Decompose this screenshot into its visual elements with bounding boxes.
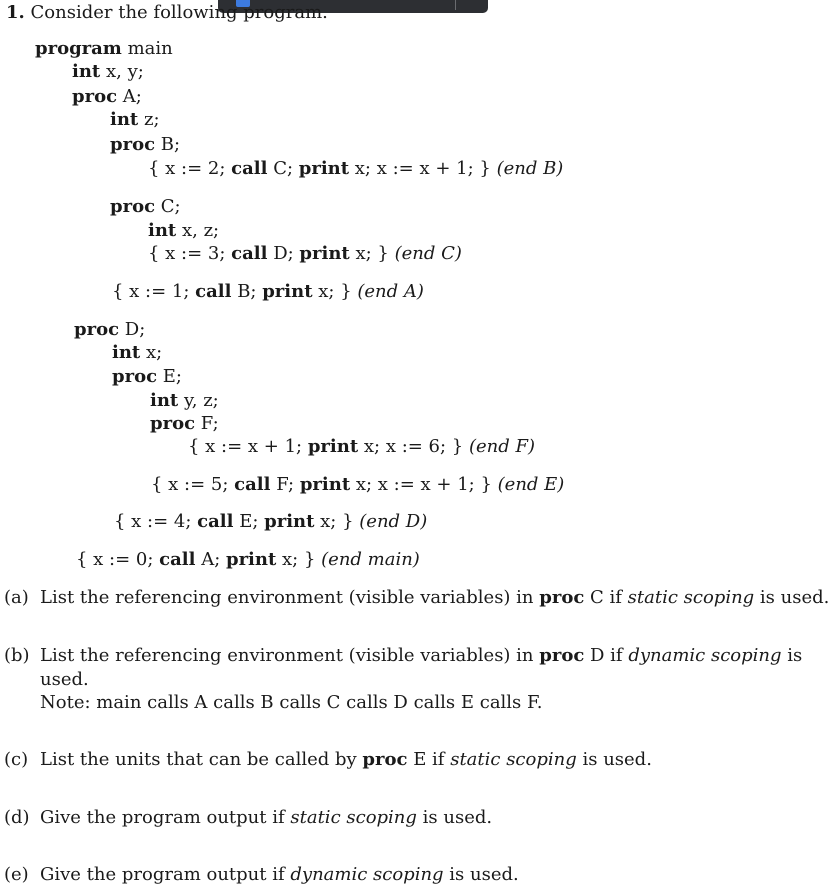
part-text: is used. (754, 587, 829, 608)
keyword: proc (539, 645, 585, 666)
keyword: print (298, 158, 350, 179)
code-d-vars (112, 342, 162, 364)
part-text: List the referencing environment (visible variables) in (40, 587, 540, 608)
code-text: z; (138, 109, 160, 130)
end-comment: (end D) (359, 511, 428, 532)
part-c (4, 749, 652, 771)
end-comment: (end A) (357, 281, 424, 302)
emphasis: static scoping (290, 807, 417, 828)
code-text: E; (157, 366, 182, 387)
part-text: is used. (576, 749, 652, 770)
code-text: B; (231, 281, 263, 302)
code-text: { x := 3; (148, 243, 232, 264)
code-main-vars (72, 61, 144, 83)
code-c-body (148, 243, 462, 265)
code-proc-f (150, 413, 219, 435)
keyword: proc (150, 413, 196, 434)
part-text: is (781, 645, 803, 666)
question-number: 1. (6, 2, 25, 23)
keyword: print (225, 549, 277, 570)
code-proc-d (74, 319, 145, 341)
code-c-vars (148, 220, 219, 242)
part-b-continued: used. (40, 669, 89, 690)
keyword: int (148, 220, 177, 241)
code-proc-c (110, 196, 181, 218)
keyword: call (197, 511, 234, 532)
code-text: x; } (276, 549, 322, 570)
code-a-body (112, 281, 424, 303)
end-comment: (end F) (468, 436, 535, 457)
code-text: x; } (312, 281, 358, 302)
part-d (4, 807, 492, 829)
end-comment: (end C) (394, 243, 462, 264)
part-label: (a) (4, 587, 29, 608)
code-text: { x := x + 1; (188, 436, 308, 457)
part-text: E if (407, 749, 451, 770)
code-program-main (35, 38, 173, 60)
code-text: D; (267, 243, 300, 264)
code-text: D; (119, 319, 146, 340)
part-b (4, 645, 802, 667)
code-text: x, y; (100, 61, 144, 82)
part-text: D if (584, 645, 629, 666)
code-text: x; x := 6; } (358, 436, 469, 457)
end-comment: (end main) (321, 549, 420, 570)
question-header (6, 2, 328, 24)
keyword: proc (110, 134, 156, 155)
code-e-body (151, 474, 564, 496)
keyword: proc (112, 366, 158, 387)
part-text: is used. (416, 807, 493, 828)
keyword: proc (110, 196, 156, 217)
code-text: A; (117, 86, 142, 107)
keyword: call (195, 281, 232, 302)
part-b-note: Note: main calls A calls B calls C calls D calls E calls F. (40, 692, 543, 713)
keyword: print (262, 281, 313, 302)
keyword: print (307, 436, 359, 457)
code-text: x; } (349, 243, 395, 264)
part-label: (e) (4, 864, 29, 885)
code-text: F; (195, 413, 219, 434)
code-text: { x := 4; (114, 511, 198, 532)
code-b-body (148, 158, 563, 180)
code-text: x; } (314, 511, 360, 532)
code-text: { x := 1; (112, 281, 196, 302)
toolbar-separator (455, 0, 456, 10)
code-text: A; (195, 549, 226, 570)
emphasis: static scoping (627, 587, 755, 608)
keyword: print (264, 511, 315, 532)
part-label: (c) (4, 749, 29, 770)
part-label: (b) (4, 645, 30, 666)
code-e-vars (150, 390, 219, 412)
emphasis: dynamic scoping (290, 864, 444, 885)
code-text: F; (270, 474, 300, 495)
part-label: (d) (4, 807, 30, 828)
part-e (4, 864, 519, 886)
code-text: { x := 2; (148, 158, 232, 179)
code-text: x; x := x + 1; } (350, 474, 498, 495)
keyword: call (234, 474, 271, 495)
keyword: int (112, 342, 141, 363)
keyword: proc (362, 749, 408, 770)
part-a (4, 587, 829, 609)
end-comment: (end B) (496, 158, 564, 179)
code-text: main (121, 38, 173, 59)
code-a-vars (110, 109, 160, 131)
keyword: call (231, 158, 268, 179)
keyword: proc (539, 587, 585, 608)
end-comment: (end E) (497, 474, 565, 495)
keyword: call (159, 549, 196, 570)
part-text: List the referencing environment (visible variables) in (40, 645, 540, 666)
code-proc-e (112, 366, 182, 388)
keyword: proc (74, 319, 120, 340)
emphasis: dynamic scoping (628, 645, 782, 666)
code-text: { x := 0; (76, 549, 160, 570)
emphasis: static scoping (450, 749, 577, 770)
code-text: C; (267, 158, 299, 179)
code-f-body (188, 436, 535, 458)
keyword: print (299, 243, 350, 264)
part-text: C if (584, 587, 628, 608)
keyword: call (231, 243, 268, 264)
keyword: int (72, 61, 101, 82)
question-intro: Consider the following program. (30, 2, 328, 23)
code-proc-b (110, 134, 180, 156)
part-text: Give the program output if (40, 807, 291, 828)
code-proc-a (72, 86, 142, 108)
code-text: E; (233, 511, 265, 532)
keyword: int (150, 390, 179, 411)
code-text: x, z; (176, 220, 220, 241)
code-text: { x := 5; (151, 474, 235, 495)
part-text: is used. (443, 864, 519, 885)
keyword: int (110, 109, 139, 130)
keyword: print (299, 474, 351, 495)
code-main-body (76, 549, 420, 571)
code-text: x; (140, 342, 163, 363)
code-text: C; (155, 196, 181, 217)
part-text: List the units that can be called by (40, 749, 363, 770)
code-text: B; (155, 134, 181, 155)
part-text: Give the program output if (40, 864, 291, 885)
code-d-body (114, 511, 427, 533)
keyword: program (35, 38, 122, 59)
code-text: y, z; (178, 390, 219, 411)
code-text: x; x := x + 1; } (349, 158, 497, 179)
keyword: proc (72, 86, 118, 107)
